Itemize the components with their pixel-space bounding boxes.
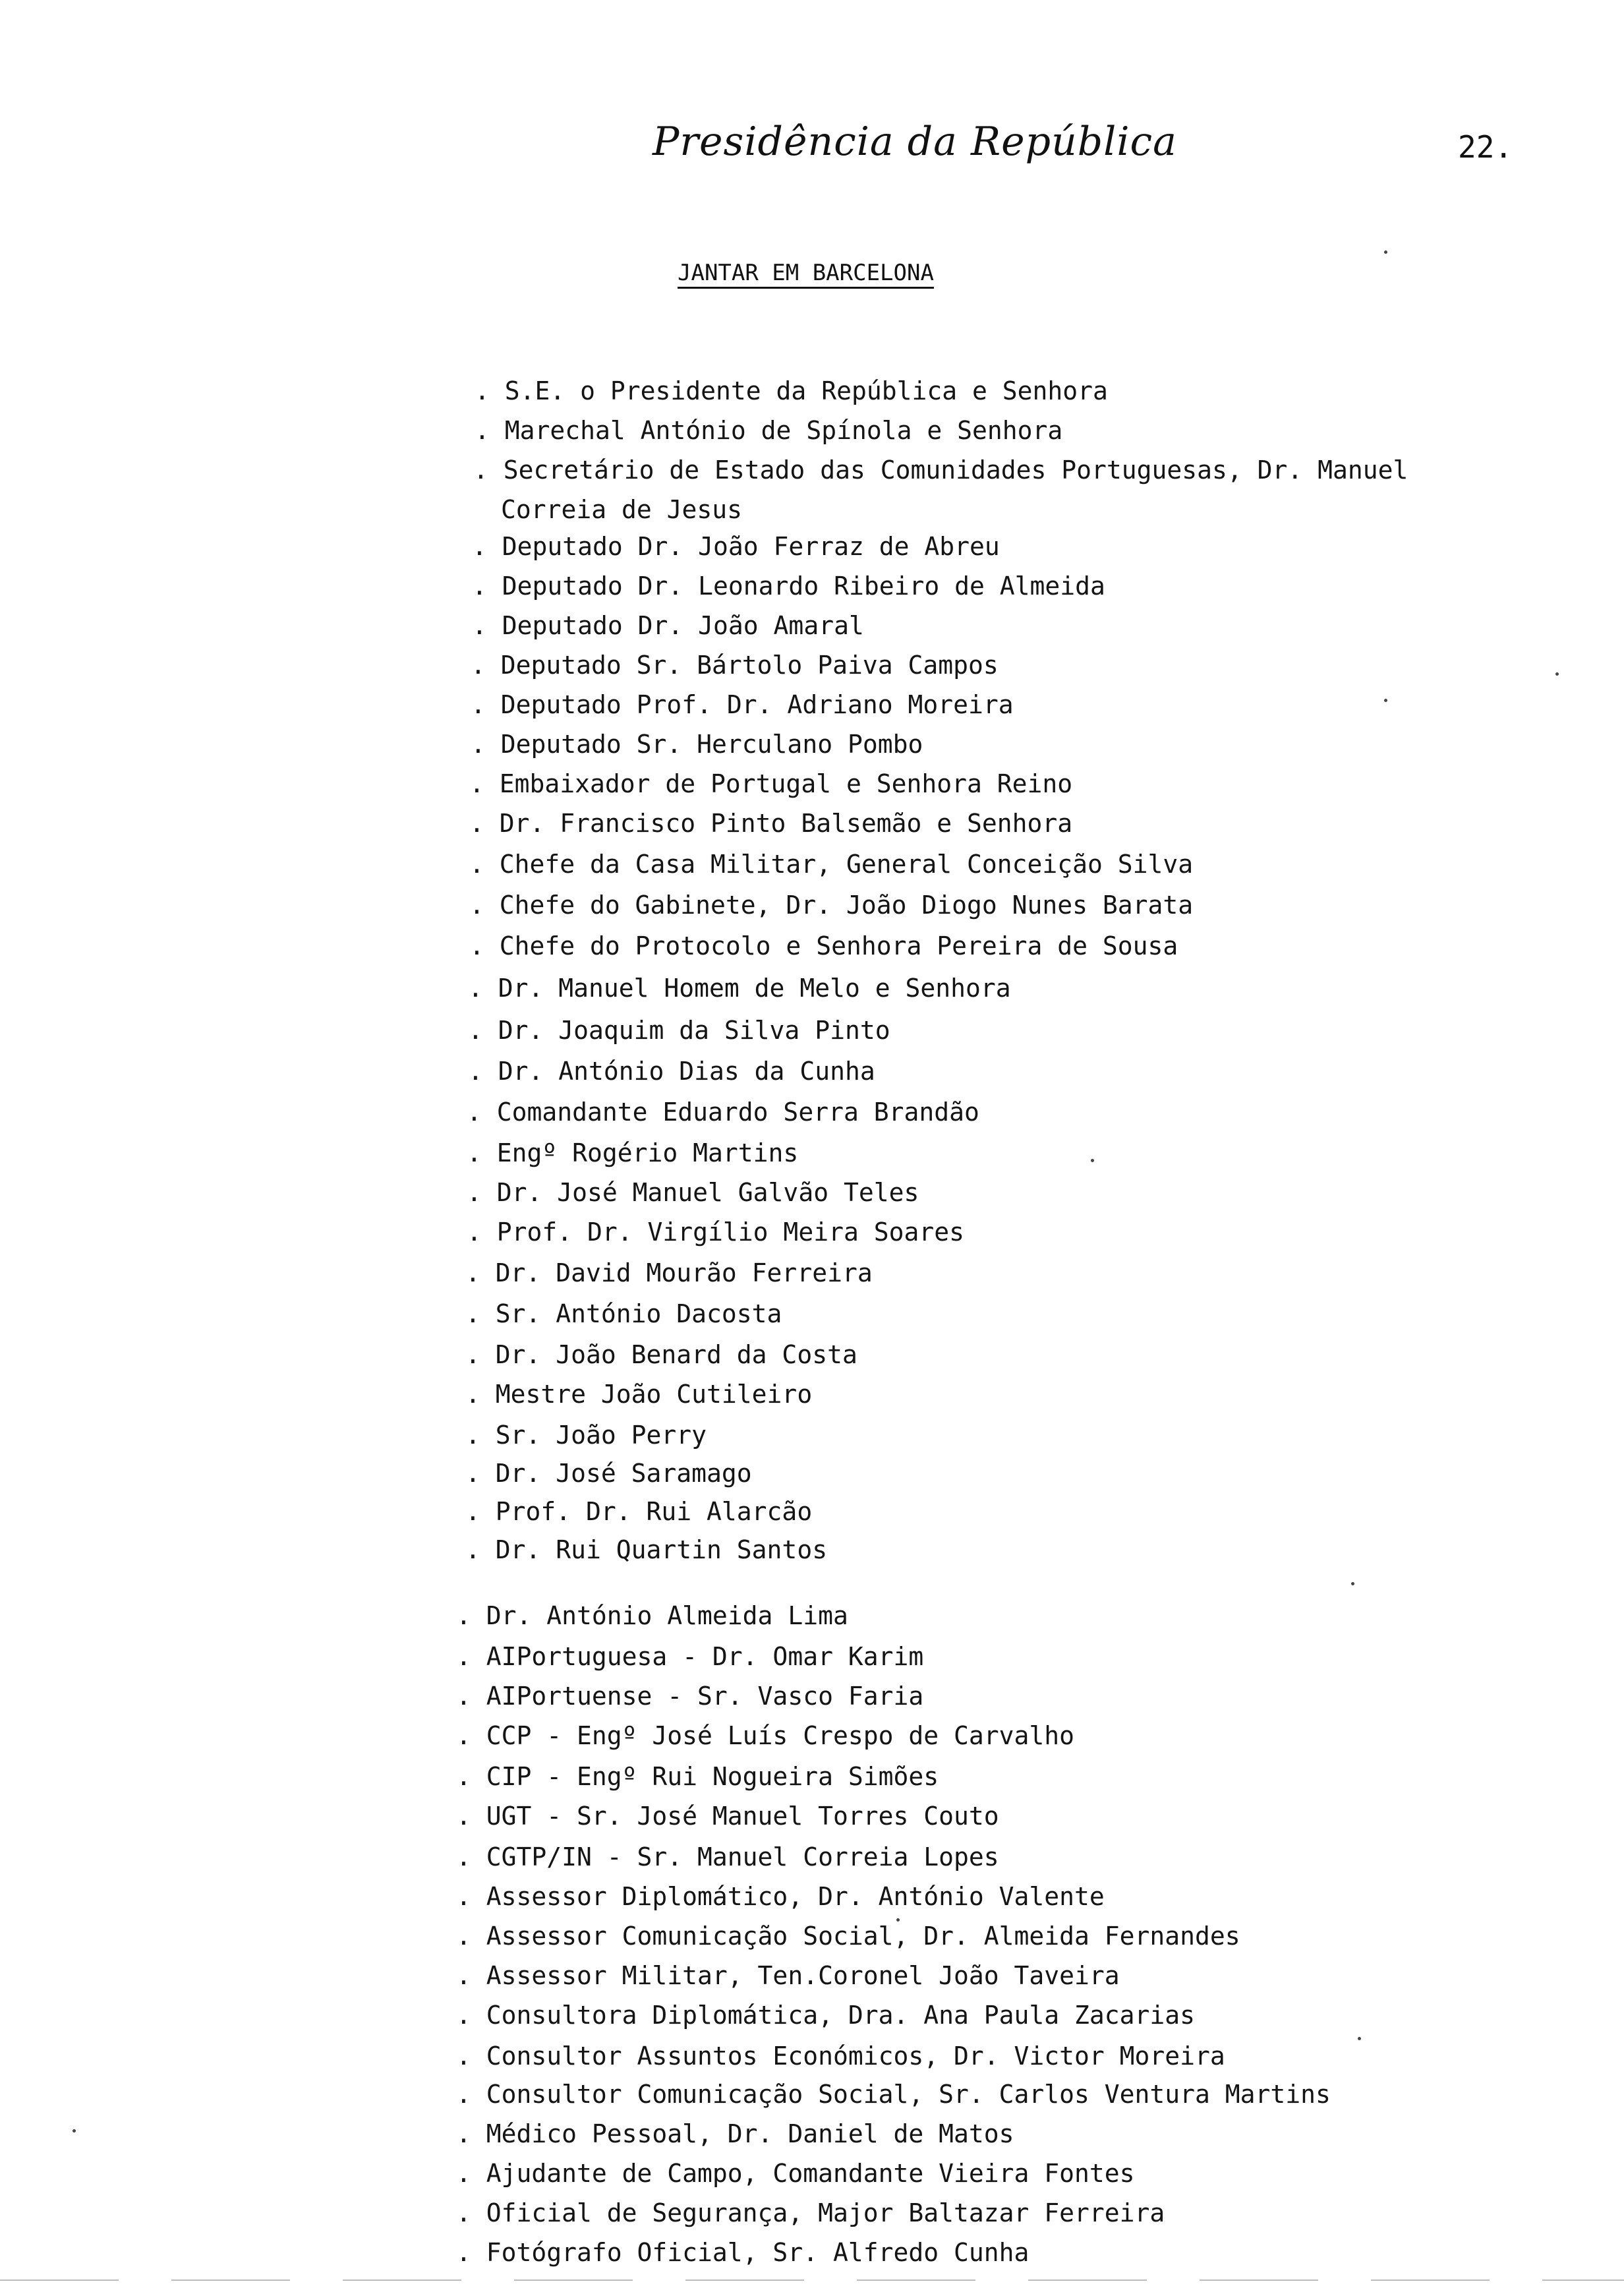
list-item: . Sr. António Dacosta: [465, 1299, 782, 1328]
list-item: . Marechal António de Spínola e Senhora: [475, 416, 1063, 445]
list-item: . Consultor Assuntos Económicos, Dr. Victor Moreira: [456, 2042, 1225, 2071]
list-item: . S.E. o Presidente da República e Senhora: [475, 376, 1108, 405]
list-item: . Prof. Dr. Virgílio Meira Soares: [467, 1218, 964, 1247]
list-item: . Dr. Manuel Homem de Melo e Senhora: [468, 974, 1011, 1003]
scan-edge-rule: [0, 2279, 1624, 2281]
list-item: . Sr. João Perry: [465, 1421, 707, 1450]
scan-speck: [1358, 2037, 1361, 2040]
list-item: . Chefe do Gabinete, Dr. João Diogo Nunes Barata: [469, 891, 1194, 920]
scan-speck: [1555, 672, 1559, 676]
list-item: . Dr. David Mourão Ferreira: [465, 1258, 873, 1287]
page-number: 22.: [1458, 129, 1513, 165]
list-item: . Assessor Militar, Ten.Coronel João Taveira: [456, 1961, 1120, 1990]
list-item: . Comandante Eduardo Serra Brandão: [467, 1098, 979, 1127]
list-item: . Engº Rogério Martins: [467, 1138, 799, 1167]
list-item: . Dr. António Dias da Cunha: [468, 1057, 875, 1086]
list-item: . CIP - Engº Rui Nogueira Simões: [456, 1762, 939, 1791]
list-item: . AIPortuense - Sr. Vasco Faria: [456, 1682, 924, 1711]
list-item: . Prof. Dr. Rui Alarcão: [465, 1497, 813, 1526]
list-item: . Deputado Sr. Herculano Pombo: [471, 730, 923, 759]
list-item: . Dr. João Benard da Costa: [465, 1340, 857, 1369]
scan-speck: [1091, 1159, 1094, 1162]
list-item: . Chefe da Casa Militar, General Conceição Silva: [469, 850, 1194, 879]
list-item: . Assessor Diplomático, Dr. António Valente: [456, 1882, 1105, 1911]
list-item: . CGTP/IN - Sr. Manuel Correia Lopes: [456, 1842, 999, 1871]
scan-speck: [1351, 1582, 1354, 1585]
list-item: . CCP - Engº José Luís Crespo de Carvalho: [456, 1721, 1074, 1750]
list-item: . AIPortuguesa - Dr. Omar Karim: [456, 1642, 924, 1671]
list-item: . Ajudante de Campo, Comandante Vieira Fontes: [456, 2159, 1135, 2188]
list-item: . Deputado Prof. Dr. Adriano Moreira: [471, 690, 1014, 719]
list-item: . Dr. José Saramago: [465, 1459, 752, 1488]
document-title: JANTAR EM BARCELONA: [678, 260, 934, 286]
list-item: . UGT - Sr. José Manuel Torres Couto: [456, 1802, 999, 1831]
list-item: . Consultor Comunicação Social, Sr. Carlos Ventura Martins: [456, 2080, 1331, 2109]
list-item: . Deputado Sr. Bártolo Paiva Campos: [471, 651, 999, 680]
scan-speck: [1384, 250, 1387, 254]
list-item: . Dr. Joaquim da Silva Pinto: [468, 1016, 890, 1045]
scan-speck: [1384, 699, 1387, 702]
scan-speck: [896, 1918, 900, 1922]
list-item: . Deputado Dr. João Amaral: [472, 611, 864, 640]
letterhead: Presidência da República: [652, 119, 1177, 165]
list-item: . Dr. António Almeida Lima: [456, 1601, 848, 1630]
list-item: . Embaixador de Portugal e Senhora Reino: [469, 769, 1073, 798]
list-item: . Oficial de Segurança, Major Baltazar Ferreira: [456, 2198, 1165, 2227]
scan-speck: [72, 2129, 76, 2132]
list-item: . Fotógrafo Oficial, Sr. Alfredo Cunha: [456, 2238, 1030, 2267]
list-item: . Deputado Dr. João Ferraz de Abreu: [472, 532, 1000, 561]
list-item: . Consultora Diplomática, Dra. Ana Paula Zacarias: [456, 2001, 1196, 2030]
list-item: . Mestre João Cutileiro: [465, 1380, 813, 1409]
list-item: . Secretário de Estado das Comunidades Portuguesas, Dr. Manuel: [473, 456, 1408, 485]
list-item: . Deputado Dr. Leonardo Ribeiro de Almeida: [472, 572, 1105, 601]
list-item: . Médico Pessoal, Dr. Daniel de Matos: [456, 2119, 1014, 2148]
list-item: . Dr. Rui Quartin Santos: [465, 1535, 828, 1564]
list-item: . Dr. José Manuel Galvão Teles: [467, 1178, 919, 1207]
list-item: . Chefe do Protocolo e Senhora Pereira de Sousa: [469, 931, 1178, 960]
list-item: Correia de Jesus: [501, 495, 743, 524]
list-item: . Dr. Francisco Pinto Balsemão e Senhora: [469, 809, 1073, 838]
list-item: . Assessor Comunicação Social, Dr. Almeida Fernandes: [456, 1922, 1240, 1951]
